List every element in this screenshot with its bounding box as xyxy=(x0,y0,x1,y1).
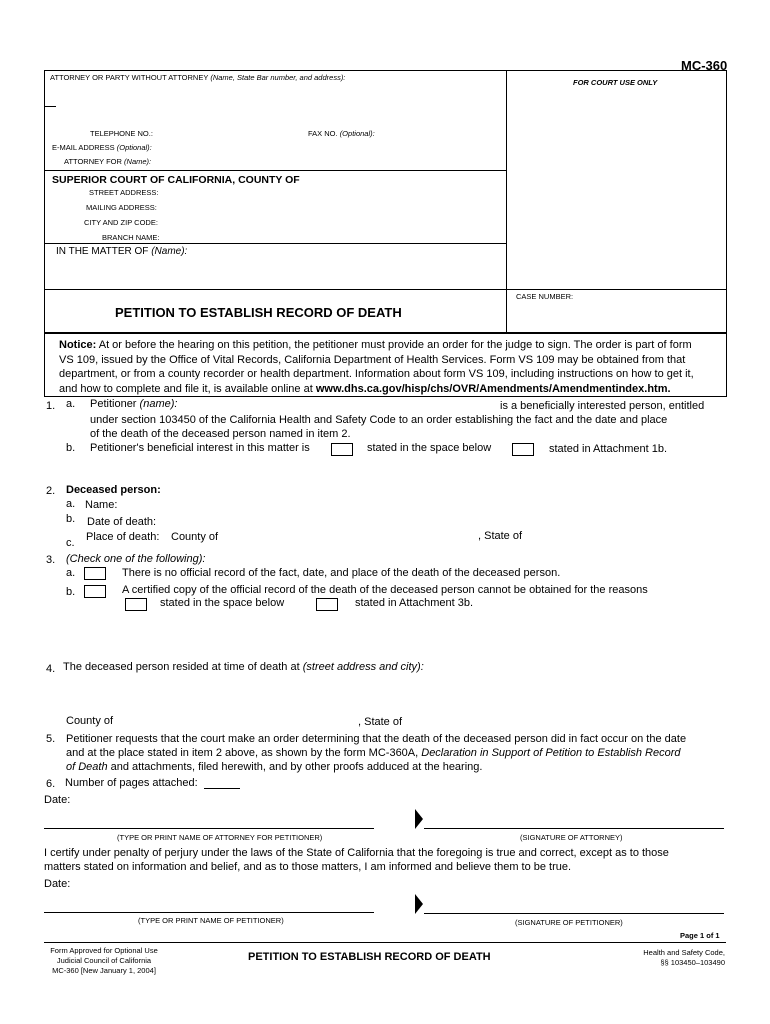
petitioner-print-name-field[interactable] xyxy=(44,894,374,911)
no-record-text: There is no official record of the fact, date, and place of the death of the deceased person. xyxy=(122,567,561,579)
notice-url[interactable]: www.dhs.ca.gov/hisp/chs/OVR/Amendments/Amendmentindex.htm. xyxy=(315,382,671,395)
interest-space-below-checkbox[interactable] xyxy=(331,443,353,456)
residence-label: The deceased person resided at time of death at (street address and city): xyxy=(63,661,424,673)
date-label: Date: xyxy=(44,794,71,806)
attorney-for-label: ATTORNEY FOR (Name): xyxy=(64,157,152,166)
item1-b: b. xyxy=(66,442,76,454)
certification-text: I certify under penalty of perjury under the laws of the State of California that the foregoing is true and correct, except as to those matters stated on information and belief, and as to those matters, I am informed and believe them to be true. xyxy=(44,847,669,873)
interest-space-below-label: stated in the space below xyxy=(367,442,492,454)
item2-b: b. xyxy=(66,513,76,525)
court-divider xyxy=(44,243,506,244)
item2-num: 2. xyxy=(46,485,56,497)
footer-rule xyxy=(44,942,726,943)
item1-line2: under section 103450 of the California Health and Safety Code to an order establishing the fact and the date and place xyxy=(90,414,668,426)
item1-line3: of the death of the deceased person named in item 2. xyxy=(90,428,351,440)
caption-box xyxy=(44,70,727,334)
reasons-space-below-checkbox[interactable] xyxy=(125,598,147,611)
no-record-checkbox[interactable] xyxy=(84,567,106,580)
date2-label: Date: xyxy=(44,878,71,890)
tick-mark xyxy=(44,106,56,107)
beneficial-interest-text: Petitioner's beneficial interest in this matter is xyxy=(90,442,310,454)
attorney-signature-line xyxy=(424,828,724,829)
reasons-attachment-checkbox[interactable] xyxy=(316,598,338,611)
petitioner-name-caption: (TYPE OR PRINT NAME OF PETITIONER) xyxy=(138,916,284,925)
statute-citation: Health and Safety Code, §§ 103450–103490 xyxy=(643,948,725,967)
item2-a: a. xyxy=(66,498,76,510)
petition-title: PETITION TO ESTABLISH RECORD OF DEATH xyxy=(115,305,402,320)
pages-attached-label: Number of pages attached: xyxy=(65,777,198,789)
form-approved: Form Approved for Optional Use Judicial Council of California MC-360 [New January 1, 2004] xyxy=(50,946,158,975)
attorney-label: ATTORNEY OR PARTY WITHOUT ATTORNEY (Name, State Bar number, and address): xyxy=(50,73,346,82)
title-divider xyxy=(44,289,726,290)
notice-text: Notice: At or before the hearing on this petition, the petitioner must provide an order for the judge to sign. The order is part of form VS 109, issued by the Office of Vital Records, California Department of Health Services. Form VS 109 may be obtained from that department, or from a county recorder or health department. Information about form VS 109, including instructions on how to get it, and how to complete and file it, is available online at www.dhs.ca.gov/hisp/chs/OVR/Amendments/Amendmentindex.htm. xyxy=(59,339,694,395)
residence-county-label: County of xyxy=(66,715,114,727)
item5-num: 5. xyxy=(46,733,56,745)
petitioner-label: Petitioner (name): xyxy=(90,398,178,410)
item6-num: 6. xyxy=(46,778,56,790)
email-label: E-MAIL ADDRESS (Optional): xyxy=(52,143,152,152)
death-state-field[interactable] xyxy=(532,530,692,543)
interested-text: is a beneficially interested person, entitled xyxy=(500,400,705,412)
deceased-title: Deceased person: xyxy=(66,484,161,496)
attorney-name-field[interactable] xyxy=(56,86,496,106)
item1-num: 1. xyxy=(46,400,56,412)
item3-b: b. xyxy=(66,586,76,598)
item1-a: a. xyxy=(66,398,76,410)
mailing-address-label: MAILING ADDRESS: xyxy=(86,203,157,212)
fax-label: FAX NO. (Optional): xyxy=(308,129,375,138)
pages-attached-field[interactable] xyxy=(204,776,240,788)
attorney-name-line xyxy=(44,828,374,829)
no-copy-text: A certified copy of the official record of the death of the deceased person cannot be obtained for the reasons xyxy=(122,584,648,596)
attorney-signature-caption: (SIGNATURE OF ATTORNEY) xyxy=(520,833,623,842)
court-title: SUPERIOR COURT OF CALIFORNIA, COUNTY OF xyxy=(52,174,300,186)
residence-address-field[interactable] xyxy=(66,677,686,705)
name-label: Name: xyxy=(85,499,118,511)
no-copy-checkbox[interactable] xyxy=(84,585,106,598)
attorney-signature-field[interactable] xyxy=(424,810,724,827)
reasons-space-below-label: stated in the space below xyxy=(160,597,285,609)
petitioner-signature-caption: (SIGNATURE OF PETITIONER) xyxy=(515,918,623,927)
death-state-label: , State of xyxy=(478,530,523,542)
reasons-attachment-label: stated in Attachment 3b. xyxy=(355,597,474,609)
residence-state-label: , State of xyxy=(358,716,403,728)
item3-num: 3. xyxy=(46,554,56,566)
case-number-label: CASE NUMBER: xyxy=(516,292,574,301)
death-county-label: County of xyxy=(171,531,219,543)
petitioner-signature-arrow-icon xyxy=(414,894,424,914)
interest-attachment-label: stated in Attachment 1b. xyxy=(549,443,668,455)
caption-divider xyxy=(506,70,507,333)
telephone-label: TELEPHONE NO.: xyxy=(90,129,153,138)
item3-check-label: (Check one of the following): xyxy=(66,553,206,565)
deceased-name-field[interactable] xyxy=(125,498,685,511)
petitioner-name-line xyxy=(44,912,374,913)
street-address-label: STREET ADDRESS: xyxy=(89,188,159,197)
date-field[interactable] xyxy=(78,793,278,806)
petitioner-signature-line xyxy=(424,913,724,914)
item3-a: a. xyxy=(66,567,76,579)
attorney-divider xyxy=(44,170,506,171)
residence-county-field[interactable] xyxy=(120,714,350,727)
date-of-death-label: Date of death: xyxy=(87,516,157,528)
petitioner-name-field[interactable] xyxy=(185,398,490,411)
form-code: MC-360 xyxy=(681,58,728,73)
court-use-only: FOR COURT USE ONLY xyxy=(573,78,658,87)
city-zip-label: CITY AND ZIP CODE: xyxy=(84,218,158,227)
attorney-print-name-field[interactable] xyxy=(44,810,374,827)
attorney-signature-arrow-icon xyxy=(414,809,424,829)
item2-c: c. xyxy=(66,537,75,549)
pages-attached-line xyxy=(204,788,240,789)
petitioner-signature-field[interactable] xyxy=(424,895,724,912)
footer-title: PETITION TO ESTABLISH RECORD OF DEATH xyxy=(248,951,491,963)
item5-text: Petitioner requests that the court make an order determining that the death of the deceased person did in fact occur on the date and at the place stated in item 2 above, as shown by the form MC-360A, Declaration in Support of Petition to Establish Record of Death and attachments, filed herewith, and by other proofs adduced at the hearing. xyxy=(66,733,687,773)
matter-label: IN THE MATTER OF (Name): xyxy=(56,246,188,257)
branch-name-label: BRANCH NAME: xyxy=(102,233,160,242)
interest-attachment-checkbox[interactable] xyxy=(512,443,534,456)
residence-state-field[interactable] xyxy=(408,715,608,728)
place-of-death-label: Place of death: xyxy=(86,531,160,543)
death-county-field[interactable] xyxy=(225,530,470,543)
item4-num: 4. xyxy=(46,663,56,675)
page-number: Page 1 of 1 xyxy=(680,931,720,940)
date-of-death-field[interactable] xyxy=(162,515,462,528)
date2-field[interactable] xyxy=(78,877,278,890)
attorney-name-caption: (TYPE OR PRINT NAME OF ATTORNEY FOR PETITIONER) xyxy=(117,833,323,842)
